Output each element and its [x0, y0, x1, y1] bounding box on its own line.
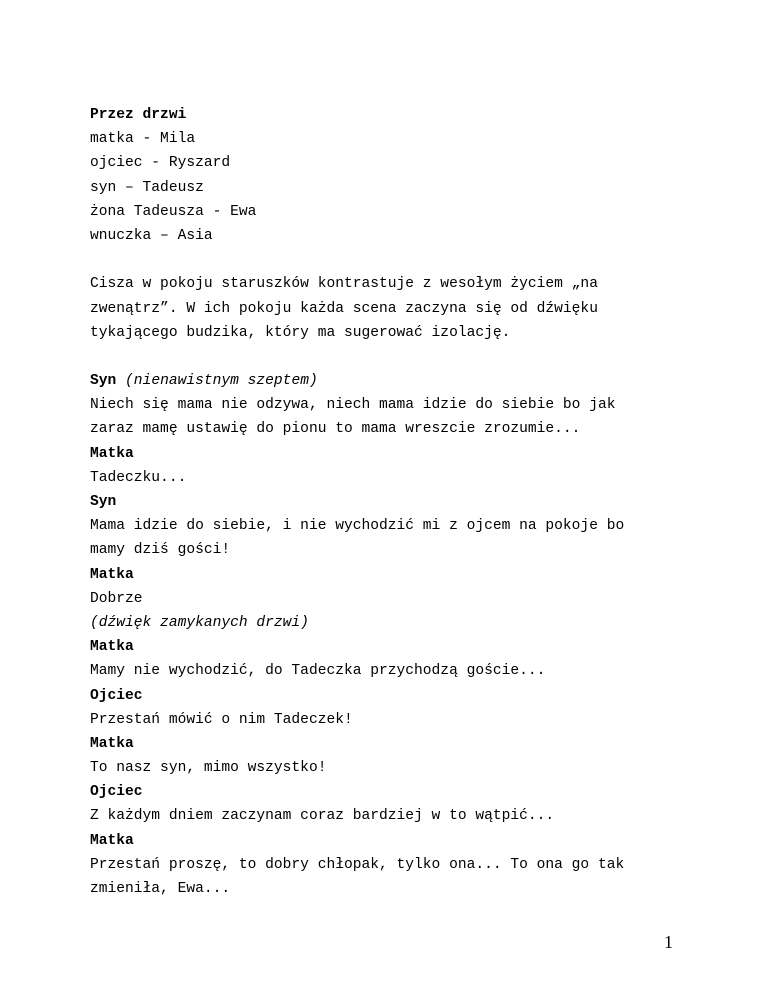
speaker-name: Ojciec	[90, 687, 143, 704]
intro-line: Cisza w pokoju staruszków kontrastuje z wesołym życiem „na	[90, 276, 598, 293]
dialogue-line: zaraz mamę ustawię do pionu to mama wreszcie zrozumie...	[90, 421, 581, 438]
dialogue-line: mamy dziś gości!	[90, 542, 231, 559]
stage-direction: (nienawistnym szeptem)	[125, 373, 318, 390]
dialogue-line: Przestań proszę, to dobry chłopak, tylko ona... To ona go tak	[90, 856, 625, 873]
dialogue-line: Tadeczku...	[90, 469, 187, 486]
dialogue-line: Z każdym dniem zaczynam coraz bardziej w to wątpić...	[90, 808, 555, 825]
document-page	[90, 103, 710, 901]
intro-paragraph	[90, 272, 710, 345]
cast-item: matka - Mila	[90, 131, 196, 148]
speaker-name: Syn	[90, 494, 117, 510]
dialogue-line: Mamy nie wychodzić, do Tadeczka przychodzą goście...	[90, 663, 546, 680]
dialogue-line: Mama idzie do siebie, i nie wychodzić mi z ojcem na pokoje bo	[90, 518, 625, 535]
spacer	[90, 345, 710, 369]
intro-line: zwenątrz”. W ich pokoju każda scena zaczyna się od dźwięku	[90, 300, 598, 317]
intro-line: tykającego budzika, który ma sugerować izolację.	[90, 324, 511, 341]
document-title: Przez drzwi	[90, 107, 187, 123]
speaker-with-direction	[90, 369, 710, 393]
cast-item: ojciec - Ryszard	[90, 155, 231, 172]
speaker-name: Matka	[90, 566, 134, 583]
dialogue-line: Przestań mówić o nim Tadeczek!	[90, 711, 353, 728]
speaker-name: Syn	[90, 373, 117, 390]
stage-direction: (dźwięk zamykanych drzwi)	[90, 614, 309, 631]
cast-item: syn – Tadeusz	[90, 179, 204, 196]
cast-list	[90, 127, 710, 248]
speaker-name: Matka	[90, 639, 134, 656]
dialogue-line: Niech się mama nie odzywa, niech mama idzie do siebie bo jak	[90, 397, 616, 414]
spacer	[90, 248, 710, 272]
page-number: 1	[664, 932, 673, 952]
speaker-name: Ojciec	[90, 784, 143, 801]
dialogue	[90, 369, 710, 901]
cast-item: żona Tadeusza - Ewa	[90, 203, 257, 220]
dialogue-line: To nasz syn, mimo wszystko!	[90, 760, 327, 777]
speaker-name: Matka	[90, 832, 134, 849]
cast-item: wnuczka – Asia	[90, 227, 213, 244]
speaker-name: Matka	[90, 445, 134, 462]
dialogue-line: Dobrze	[90, 590, 143, 607]
speaker-name: Matka	[90, 735, 134, 752]
dialogue-line: zmieniła, Ewa...	[90, 881, 231, 897]
